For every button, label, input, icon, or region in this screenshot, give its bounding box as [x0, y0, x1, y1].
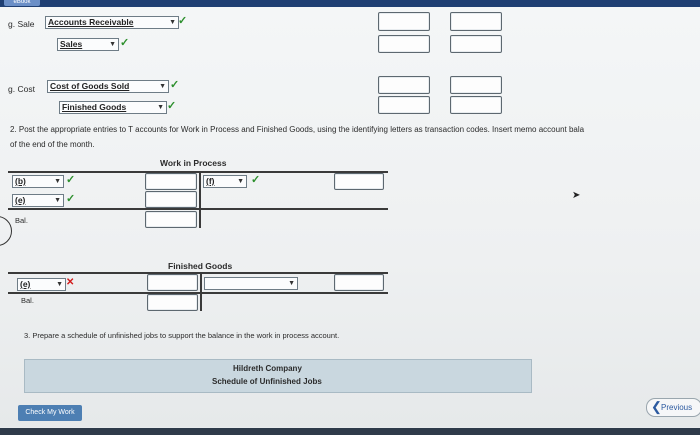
g-sale-credit-select[interactable]	[57, 38, 119, 51]
dropdown-arrow-icon: ▼	[109, 41, 116, 48]
instruction-3: 3. Prepare a schedule of unfinished jobs to support the balance in the work in process account.	[24, 331, 340, 340]
previous-button[interactable]	[646, 398, 700, 417]
g-cost-credit-select[interactable]	[59, 101, 167, 114]
top-bar	[0, 0, 700, 7]
wip-top-rule	[8, 171, 388, 173]
g-sale-credit-amount-input-2[interactable]	[450, 35, 502, 53]
ebook-tab[interactable]: eBook	[4, 0, 40, 6]
checkmark-icon: ✓	[66, 193, 76, 205]
fg-top-rule	[8, 272, 388, 274]
wip-debit-amount-2[interactable]	[145, 191, 197, 208]
wip-bal-label: Bal.	[15, 216, 28, 225]
schedule-title: Schedule of Unfinished Jobs	[212, 377, 322, 386]
x-mark-icon: ✕	[66, 277, 75, 288]
instruction-2-cont: of the end of the month.	[10, 140, 95, 149]
check-my-work-button[interactable]: Check My Work	[18, 405, 82, 421]
fg-credit-code-select[interactable]	[204, 277, 298, 290]
g-cost-debit-amount-input[interactable]	[378, 76, 430, 94]
wip-total-rule	[8, 208, 388, 210]
schedule-header	[24, 359, 532, 393]
checkmark-icon: ✓	[66, 174, 76, 186]
checkmark-icon: ✓	[167, 100, 177, 112]
g-cost-label: g. Cost	[8, 84, 35, 94]
instruction-2: 2. Post the appropriate entries to T accounts for Work in Process and Finished Goods, using the identifying letters as transaction codes. Insert memo account bala	[10, 125, 585, 134]
g-cost-credit-value: Finished Goods	[62, 102, 127, 112]
mouse-cursor-icon: ➤	[572, 190, 581, 201]
wip-center-rule	[199, 172, 201, 228]
g-cost-debit-select[interactable]	[47, 80, 169, 93]
g-cost-debit-value: Cost of Goods Sold	[50, 81, 130, 91]
g-sale-debit-amount-input[interactable]	[378, 12, 430, 31]
dropdown-arrow-icon: ▼	[169, 19, 176, 26]
g-sale-credit-amount-input[interactable]	[450, 12, 502, 31]
wip-debit-code-1: (b)	[15, 176, 26, 186]
fg-bal-label: Bal.	[21, 296, 34, 305]
wip-title: Work in Process	[160, 158, 227, 168]
wip-debit-code-select-2[interactable]	[12, 194, 64, 207]
g-cost-debit-amount-input-2[interactable]	[378, 96, 430, 114]
g-sale-debit-value: Accounts Receivable	[48, 17, 134, 27]
checkmark-icon: ✓	[251, 174, 261, 186]
dropdown-arrow-icon: ▼	[54, 178, 61, 185]
wip-bal-amount[interactable]	[145, 211, 197, 228]
previous-label: Previous	[661, 403, 693, 412]
g-sale-credit-value: Sales	[60, 39, 83, 49]
fg-bal-amount[interactable]	[147, 294, 198, 311]
g-cost-credit-amount-input[interactable]	[450, 76, 502, 94]
fg-total-rule	[8, 292, 388, 294]
checkmark-icon: ✓	[178, 15, 188, 27]
dropdown-arrow-icon: ▼	[237, 178, 244, 185]
checkmark-icon: ✓	[120, 37, 130, 49]
schedule-company: Hildreth Company	[233, 364, 302, 373]
wip-debit-code-2: (e)	[15, 195, 26, 205]
bottom-bar	[0, 428, 700, 435]
dropdown-arrow-icon: ▼	[56, 281, 63, 288]
fg-debit-code: (e)	[20, 279, 31, 289]
wip-credit-code: (f)	[206, 176, 215, 186]
wip-credit-code-select[interactable]	[203, 175, 247, 188]
g-cost-credit-amount-input-2[interactable]	[450, 96, 502, 114]
fg-debit-code-select[interactable]	[17, 278, 66, 291]
fg-debit-amount[interactable]	[147, 274, 198, 291]
dropdown-arrow-icon: ▼	[159, 83, 166, 90]
checkmark-icon: ✓	[170, 79, 180, 91]
g-sale-debit-amount-input-2[interactable]	[378, 35, 430, 53]
wip-debit-code-select-1[interactable]	[12, 175, 64, 188]
dropdown-arrow-icon: ▼	[157, 104, 164, 111]
wip-debit-amount-1[interactable]	[145, 173, 197, 190]
wip-credit-amount[interactable]	[334, 173, 384, 190]
fg-credit-amount[interactable]	[334, 274, 384, 291]
dropdown-arrow-icon: ▼	[54, 197, 61, 204]
g-sale-debit-select[interactable]	[45, 16, 179, 29]
g-sale-label: g. Sale	[8, 19, 35, 29]
dropdown-arrow-icon: ▼	[288, 280, 295, 287]
fg-title: Finished Goods	[168, 261, 233, 271]
chevron-left-icon: ❮	[651, 399, 662, 414]
